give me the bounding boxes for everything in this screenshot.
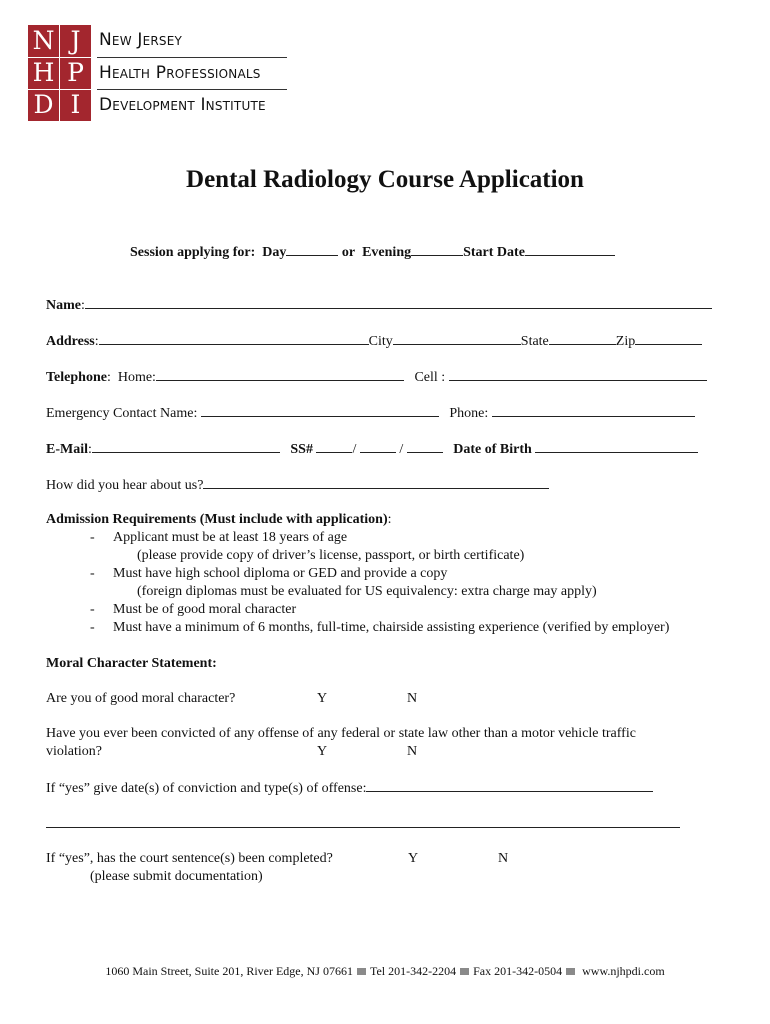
email-field[interactable] <box>92 439 280 453</box>
moral-q3-row <box>46 778 653 798</box>
emergency-row <box>46 403 695 423</box>
start-date-field[interactable] <box>525 242 615 256</box>
ss-part3-field[interactable] <box>407 439 443 453</box>
footer-address: 1060 Main Street, Suite 201, River Edge, NJ 07661 <box>105 964 353 978</box>
session-day-label: Day <box>262 245 287 260</box>
logo-letter: D <box>33 90 54 119</box>
city-label: City <box>368 334 393 349</box>
admission-heading: Admission Requirements (Must include with application): <box>46 512 392 527</box>
heard-row <box>46 475 549 495</box>
moral-q4-note: (please submit documentation) <box>90 869 263 884</box>
footer-web[interactable]: www.njhpdi.com <box>582 964 665 978</box>
page-title: Dental Radiology Course Application <box>186 166 584 193</box>
moral-q1-no[interactable]: N <box>407 691 418 706</box>
ss-part2-field[interactable] <box>360 439 396 453</box>
session-label: Session applying for: <box>130 245 256 260</box>
emergency-label: Emergency Contact Name: <box>46 406 198 421</box>
moral-q2-yes[interactable]: Y <box>317 744 328 759</box>
heard-label: How did you hear about us? <box>46 478 204 493</box>
ss-label: SS# <box>290 442 313 457</box>
state-label: State <box>520 334 549 349</box>
logo-letter: I <box>70 90 81 119</box>
list-item: - Must be of good moral character <box>90 602 297 617</box>
zip-label: Zip <box>615 334 636 349</box>
telephone-row: Telephone: Home: Cell : <box>46 367 707 387</box>
session-start-label: Start Date <box>463 245 525 260</box>
conviction-field[interactable] <box>366 778 653 792</box>
square-separator-icon <box>566 968 575 975</box>
emergency-phone-field[interactable] <box>492 403 695 417</box>
ss-slash: / <box>352 442 357 457</box>
city-field[interactable] <box>393 331 521 345</box>
list-item: - Applicant must be at least 18 years of age <box>90 530 348 545</box>
home-phone-field[interactable] <box>156 367 404 381</box>
evening-field[interactable] <box>411 242 463 256</box>
moral-q4-yes[interactable]: Y <box>408 851 419 866</box>
moral-q4: If “yes”, has the court sentence(s) been completed? <box>46 851 333 866</box>
address-row: Address: City State Zip <box>46 331 702 351</box>
list-item: - Must have high school diploma or GED and provide a copy <box>90 566 448 581</box>
name-field[interactable] <box>85 295 712 309</box>
moral-q4-no[interactable]: N <box>498 851 509 866</box>
moral-q2-no[interactable]: N <box>407 744 418 759</box>
list-item-note: (please provide copy of driver’s license, passport, or birth certificate) <box>137 548 525 563</box>
footer-fax: Fax 201-342-0504 <box>473 964 563 978</box>
footer-tel: Tel 201-342-2204 <box>369 964 457 978</box>
zip-field[interactable] <box>635 331 702 345</box>
home-label: Home: <box>117 370 156 385</box>
list-item: - Must have a minimum of 6 months, full-time, chairside assisting experience (verified by employer) <box>90 620 670 635</box>
dob-label: Date of Birth <box>453 442 532 457</box>
square-separator-icon <box>357 968 366 975</box>
session-or: or <box>341 245 356 260</box>
address-field[interactable] <box>99 331 369 345</box>
email-label: E-Mail <box>46 442 88 457</box>
state-field[interactable] <box>549 331 616 345</box>
ss-part1-field[interactable] <box>316 439 352 453</box>
list-item-note: (foreign diplomas must be evaluated for US equivalency: extra charge may apply) <box>137 584 597 599</box>
phone-label: Phone: <box>449 406 489 421</box>
admission-heading-text: Admission Requirements (Must include with application) <box>46 512 388 527</box>
dob-field[interactable] <box>535 439 698 453</box>
logo-monogram <box>28 25 91 121</box>
heard-field[interactable] <box>203 475 549 489</box>
moral-heading: Moral Character Statement: <box>46 656 217 671</box>
telephone-label: Telephone <box>46 370 107 385</box>
moral-q2: Have you ever been convicted of any offense of any federal or state law other than a motor vehicle traffic <box>46 726 636 741</box>
session-line <box>130 242 615 262</box>
footer <box>0 964 770 979</box>
session-evening-label: Evening <box>362 245 412 260</box>
emergency-name-field[interactable] <box>201 403 439 417</box>
cell-label: Cell : <box>414 370 446 385</box>
address-label: Address <box>46 334 95 349</box>
moral-q2-cont: violation? <box>46 744 102 759</box>
email-row: E-Mail: SS# / / Date of Birth <box>46 439 698 459</box>
logo-letter: N <box>32 26 55 55</box>
logo-letter: H <box>32 58 55 87</box>
logo-letter: J <box>70 26 81 55</box>
conviction-field-line2[interactable] <box>46 827 680 828</box>
name-row: Name: <box>46 295 712 315</box>
logo-line-3: Development Institute <box>99 95 266 115</box>
day-field[interactable] <box>286 242 338 256</box>
square-separator-icon <box>460 968 469 975</box>
name-label: Name <box>46 298 81 313</box>
moral-q1: Are you of good moral character? <box>46 691 236 706</box>
logo-line-1: New Jersey <box>99 30 183 50</box>
cell-phone-field[interactable] <box>449 367 707 381</box>
moral-q1-yes[interactable]: Y <box>317 691 328 706</box>
moral-q3: If “yes” give date(s) of conviction and type(s) of offense: <box>46 781 367 796</box>
logo-line-2: Health Professionals <box>99 63 261 83</box>
ss-slash: / <box>399 442 404 457</box>
logo-letter: P <box>67 58 84 87</box>
